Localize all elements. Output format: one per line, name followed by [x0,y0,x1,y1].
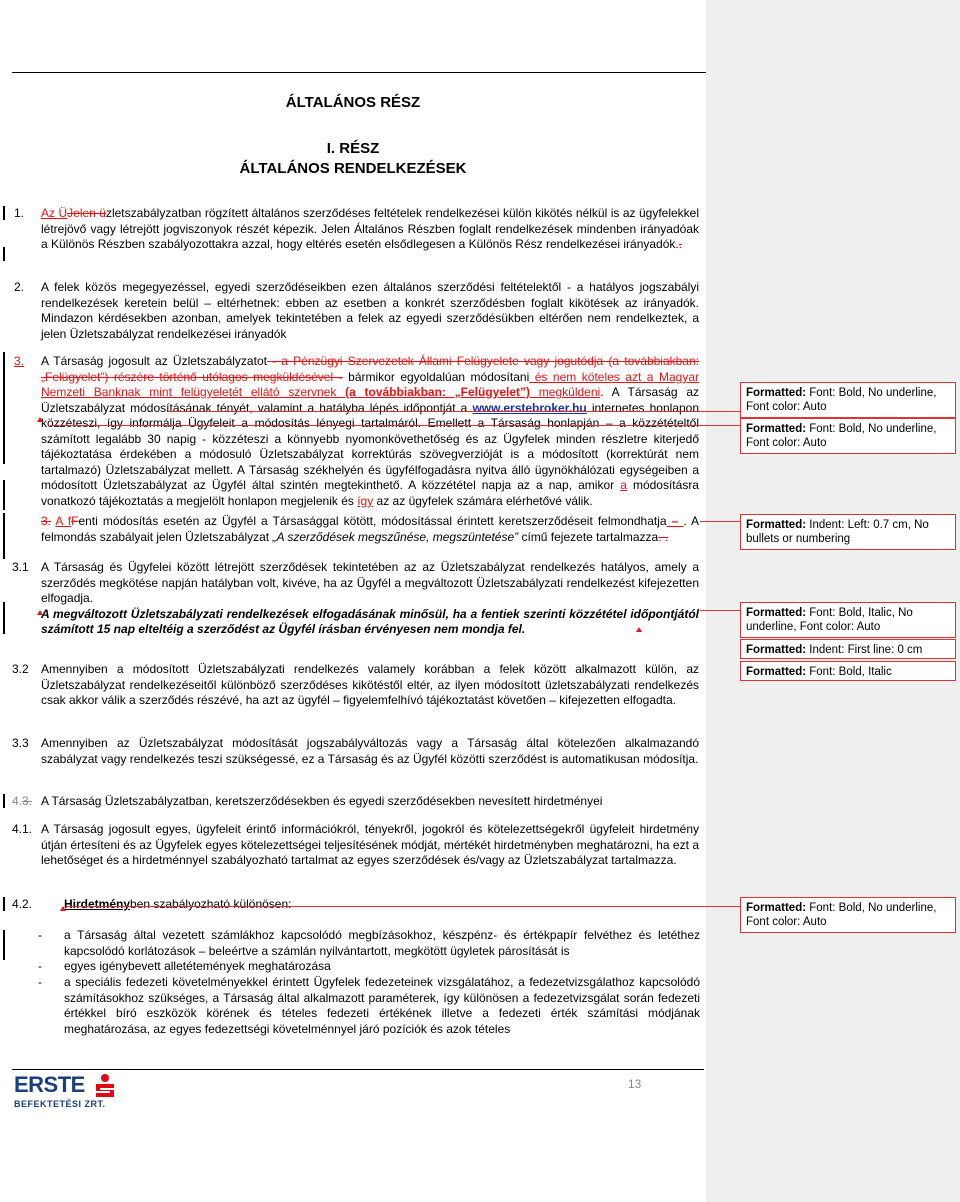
para-number [12,794,32,810]
logo-subtitle: BEFEKTETÉSI ZRT. [14,1099,106,1109]
list-item: egyes igénybevett alletétemények meghatározása [64,959,331,973]
format-balloon[interactable] [740,661,956,681]
erste-logo [14,1070,118,1112]
change-bar [3,206,5,220]
logo-text: ERSTE [14,1072,85,1097]
paragraph-text: A Társaság és Ügyfelei között létrejött szerződések tekintetében az az Üzletszabályzat rendelkezés hatályos, amely a szerződés megkötése napján hatályban volt, kivéve, ha az Ügyfél a megváltozott Üzletszabályzati rendelkezést kifejezetten elfogadja. [41,560,699,605]
change-bar [3,247,5,261]
deleted-text: - a Pénzügyi Szervezetek Állami Felügyelete vagy jogutódja (a továbbiakban: „Felügyelet”) részére történő utólagos megküldésével - [41,354,699,384]
deleted-text: F [71,514,79,528]
balloon-label: Formatted: [746,423,807,435]
part-title: ÁLTALÁNOS RENDELKEZÉSEK [239,160,467,177]
inserted-text: a [620,478,627,492]
balloon-connector [66,906,740,907]
bold-italic-text: A megváltozott Üzletszabályzati rendelkezések elfogadásának minősül, ha a fentiek szerinti közzététel időpontjától számított 15 nap elteltéig a szerződést az Ügyfél írásban érvényesen nem mondja fel. [41,606,699,636]
list-bullet: - [38,959,42,973]
paragraph-text: Amennyiben az Üzletszabályzat módosítását jogszabályváltozás vagy a Társaság által kötelezően alkalmazandó szabályzat vagy rendelkezés teszi szükségessé, ez a Társaság és az Ügyfél közötti szerződést is automatikusan módosítja. [41,736,699,766]
inserted-number: 4. [12,794,23,808]
paragraph-text: . A Társaság az Üzletszabályzat módosításának tényét, valamint a hatályba lépés időpontját a [41,385,700,415]
paragraph-1 [41,206,699,253]
inserted-text: és nem köteles azt a Magyar Nemzeti Banknak mint felügyeletét ellátó szervnek [41,369,699,399]
balloon-text: Font: Bold, Italic [809,666,892,678]
para-number: 4.2. [12,897,33,911]
balloon-text: Font: Bold, Italic, No underline, Font color: Auto [746,607,913,633]
paragraph-text: Amennyiben a módosított Üzletszabályzati rendelkezés valamely korábban a felek között alkalmazott külön, az Üzletszabályzat rendelkezéseitől különböző szerződéses kikötéstől eltér, az ilyen módosított üzletszabályzati rendelkezés csak akkor válik a szerződés részévé, ha azt az ügyfél – figyelemfelhívó tájékoztatást követően – kifejezetten elfogadta. [41,662,699,707]
change-bar [3,794,5,808]
paragraph-text: A Társaság Üzletszabályzatban, keretszerződésekben és egyedi szerződésekben nevesített hirdetményei [41,794,603,808]
paragraph-text: az az ügyfelek számára elérhetővé válik. [373,493,593,508]
format-balloon[interactable] [740,514,956,550]
balloon-connector [700,610,740,611]
format-balloon[interactable] [740,639,956,659]
list-item: a Társaság által vezetett számlákhoz kapcsolódó megbízásokhoz, készpénz- és értékpapír felvéthez és letéthez kapcsolódó korlátozások – beleértve a számlán nyilvántartott, megkötött ügyletek párosítását is [64,928,700,958]
list-bullet: - [38,928,42,942]
erste-s-icon [94,1073,116,1099]
paragraph-text: ben szabályozható különösen: [130,897,292,911]
paragraph-text: bármikor egyoldalúan módosítani [342,369,530,384]
balloon-connector [700,521,740,522]
paragraph-text: módosításra vonatkozó tájékoztatás a megjelölt honlapon megjelenik és [41,478,699,508]
change-bar [3,602,5,634]
paragraph-3-3 [41,736,699,767]
list-bullet: - [38,975,42,989]
format-balloon[interactable] [740,382,956,418]
page-number: 13 [628,1077,642,1091]
deleted-text: . . [658,529,669,544]
para-number: 2. [14,280,25,294]
inserted-text: Az Ü [41,206,68,220]
paragraph-text: enti módosítás esetén az Ügyfél a Társasággal kötött, módosítással érintett keretszerződéseit felmondhatja [78,514,667,528]
inserted-text: megküldeni [530,385,601,399]
balloon-label: Formatted: [746,644,807,656]
paragraph-text: A Társaság jogosult az Üzletszabályzatot [41,354,267,368]
balloon-text: Indent: First line: 0 cm [809,644,923,656]
inserted-text: így [357,493,374,508]
balloon-label: Formatted: [746,519,807,531]
list-item: a speciális fedezeti követelményekkel érintett Ügyfelek fedezeteinek vizsgálatához, a fedezetvizsgálathoz kapcsolódó számításokhoz szükséges, a Társaság által alkalmazott paraméterek, így különösen a fedezetvizsgálat során fedezeti értékkel bíró eszközök körének és tételes fedezeti értékének illetve a fedezeti érték számítási módjának meghatározása, az egyes fedezettségi követelménnyel járó pozíciók és azok tételes [64,975,700,1036]
change-bar [3,930,5,960]
balloon-connector [168,411,740,412]
inserted-text: A f [55,514,72,528]
para-number: 1. [14,206,25,220]
balloon-text: Font: Bold, No underline, Font color: Auto [746,423,937,449]
para-number: 3. [14,354,25,368]
paragraph-text: című fejezete tartalmazza [518,529,659,544]
format-balloon[interactable] [740,897,956,933]
bold-text: Hirdetmény [64,897,131,911]
balloon-text: Indent: Left: 0.7 cm, No bullets or numbering [746,519,929,545]
balloon-label: Formatted: [746,607,807,619]
balloon-text: Font: Bold, No underline, Font color: Auto [746,902,937,928]
deleted-text: 3. [41,514,52,528]
paragraph-3-continued [41,514,699,545]
change-bar [3,513,5,559]
paragraph-text: internetes honlapon közzéteszi, így informálja Ügyfeleit a módosítás lényegi tartalmáról. Emellett a Társaság honlapján – a közzétételtől számított legalább 30 napig - közzéteszi a könnyebb nyomonkövethetőség és az Ügyfelek minden részletre kiterjedő tájékoztatása érdekében a módosuló Üzletszabályzat korrektúrás szövegverzióját is a módosított (korrektúrát nem tartalmazó) Üzletszabályzat mellett. A Társaság székhelyén és ügyfélfogadásra nyitva álló ügynökhálózati egységeiben a módosított Üzletszabályzat az Ügyfél által szintén megtekinthető. A közzététel napja az a nap, amikor [41,400,700,492]
balloon-connector [50,425,740,426]
balloon-text: Font: Bold, No underline, Font color: Auto [746,387,937,413]
paragraph-text: A felek közös megegyezéssel, egyedi szerződéseikben ezen általános szerződési feltételektől - a hatályos jogszabályi rendelkezések keretein belül – eltérhetnek: ebben az esetben a konkrét szerződésben foglalt kikötések az irányadók. Mindazon kérdésekben azonban, amelyek tekintetében a felek az egyedi szerződésükben eltérően nem rendelkeztek, a jelen Üzletszabályzat rendelkezései irányadók [41,280,699,341]
para-number: 3.1 [12,560,29,574]
paragraph-3-1 [41,560,699,638]
deleted-number: 3. [22,794,33,808]
revision-marker-icon [37,610,43,615]
part-heading: I. RÉSZ [326,140,380,157]
header-rule [12,72,706,73]
website-link[interactable]: www.erstebroker.hu [472,400,587,415]
para-number: 4.1. [12,822,33,836]
paragraph-text: zletszabályzatban rögzített általános szerződéses feltételek rendelkezései külön kikötés nélkül is az ügyfelekkel létrejövő vagy létrejött jogviszonyok részét képezik. Jelen Általános Részben foglalt rendelkezések mindenben irányadóak a Különös Részben szabályozottakra azzal, hogy eltérés esetén elsődlegesen a Különös Rész rendelkezései irányadók. [41,206,699,251]
balloon-label: Formatted: [746,902,807,914]
format-balloon[interactable] [740,602,956,638]
section-4-heading [41,794,699,810]
paragraph-4-2 [64,897,700,913]
revision-marker-icon [636,627,642,632]
para-number: 3.2 [12,662,29,676]
para-number: 3.3 [12,736,29,750]
deleted-text: Jelen ü [67,206,106,220]
inserted-text: – [666,514,684,528]
change-bar [3,897,5,911]
balloon-label: Formatted: [746,387,807,399]
revision-marker-icon [37,417,43,422]
comment-margin-pane [706,0,960,1202]
paragraph-3 [41,354,699,509]
paragraph-text: . A felmondás szabályait jelen Üzletszabályzat [41,514,700,544]
paragraph-2 [41,280,699,342]
deleted-text: . [678,237,683,251]
format-balloon[interactable] [740,418,956,454]
paragraph-text: A Társaság jogosult egyes, ügyfeleit érintő információkról, tényekről, jogokról és kötelezettségekről ügyfeleit hirdetmény útján értesíteni és az Ügyfelek egyes kötelezettségei teljesítésének módját, mértékét hirdetményben meghatározni, ha ezt a lehetőséget és a hirdetménnyel szabályozható tartalmat az egyes szerződések és/vagy az Üzletszabályzat tartalmazza. [41,822,699,867]
paragraph-3-2 [41,662,699,709]
document-title: ÁLTALÁNOS RÉSZ [285,94,421,111]
change-bar [3,480,5,510]
balloon-label: Formatted: [746,666,807,678]
paragraph-4-1 [41,822,699,869]
inserted-text: (a továbbiakban: „Felügyelet”) [345,385,531,399]
italic-text: „A szerződések megszűnése, megszüntetése” [272,529,519,544]
change-bar [3,352,5,464]
